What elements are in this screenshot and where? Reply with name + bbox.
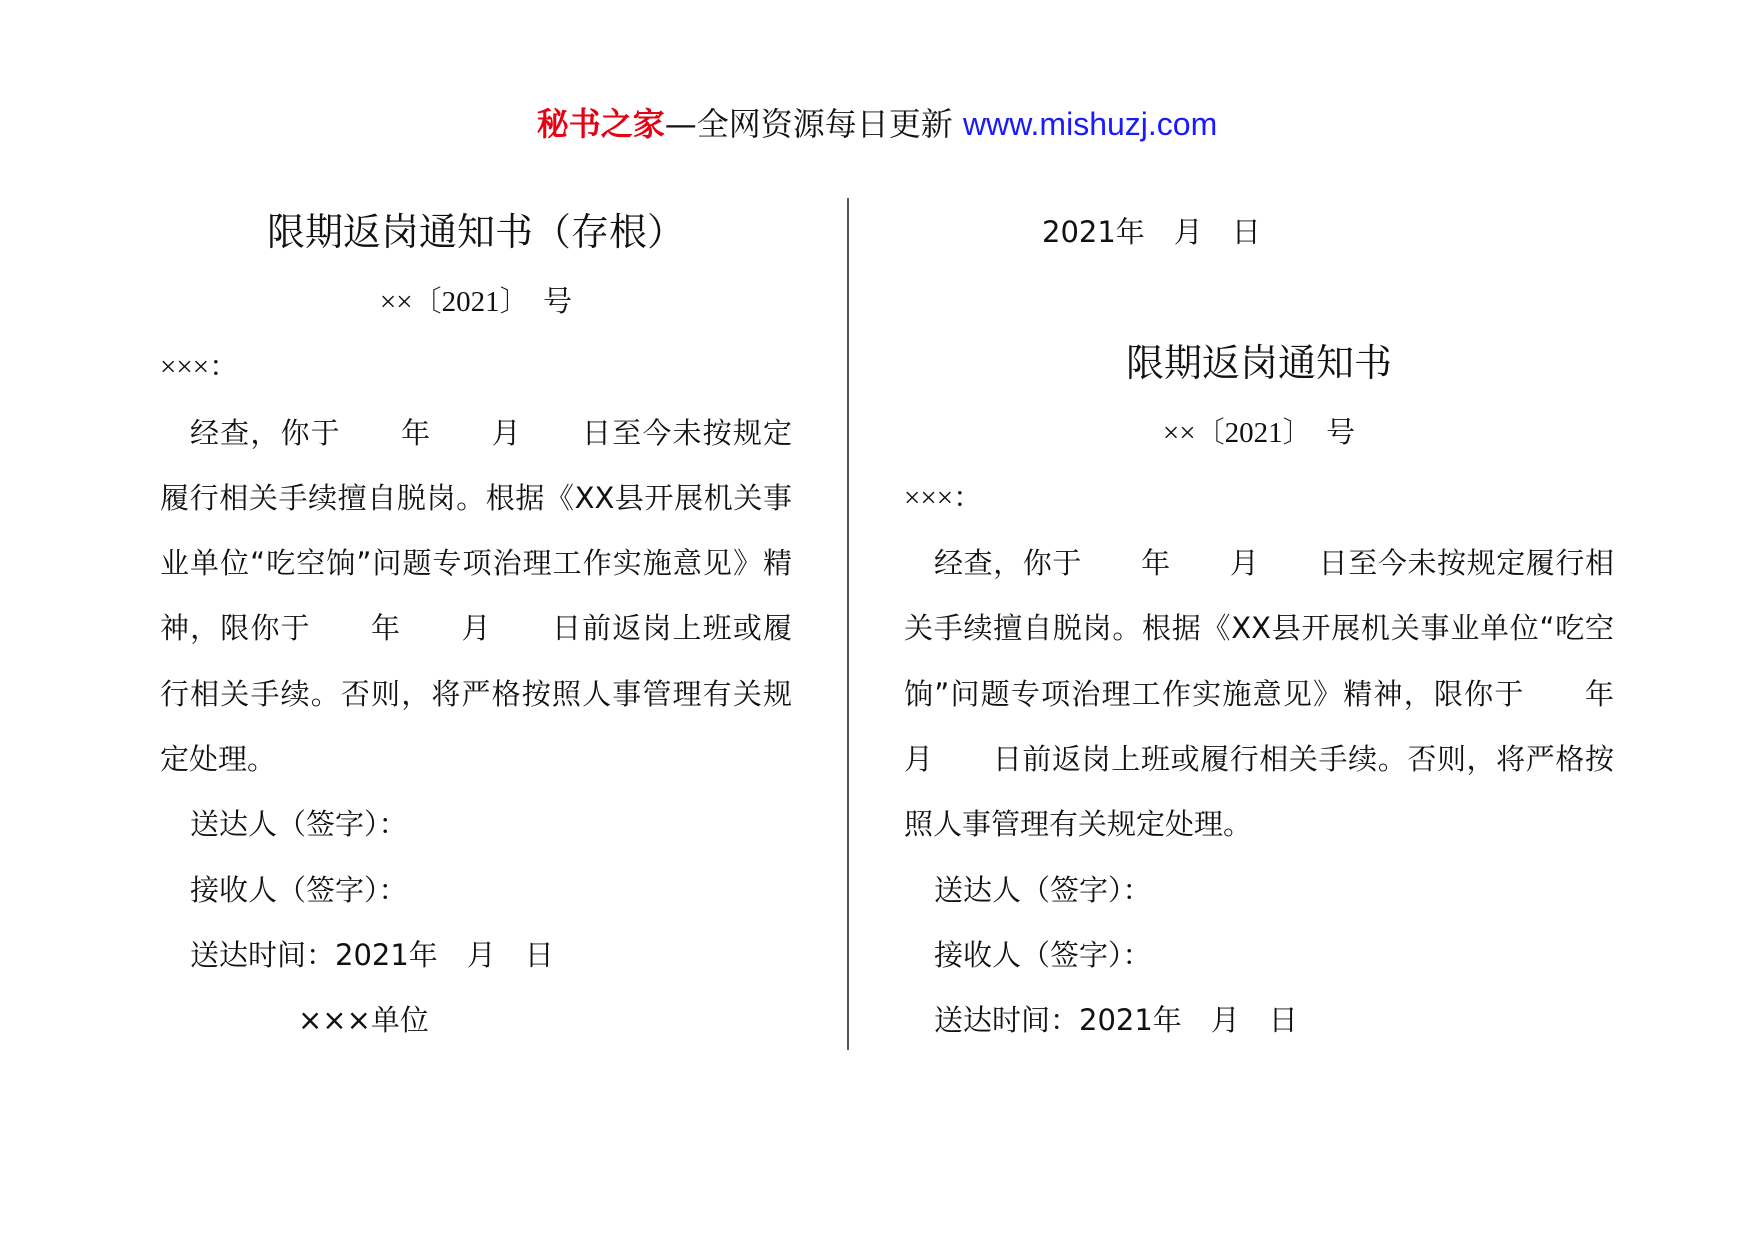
stub-addressee: ×××： [160,351,239,384]
notice-addressee: ×××： [904,481,983,514]
stub-deliverer-signature: 送达人（签字）： [190,807,408,842]
stub-body: 经查，你于 年 月 日至今未按规定履行相关手续擅自脱岗。根据《XX县开展机关事业单位“吃空饷”问题专项治理工作实施意见》精神，限你于 年 月 日前返岗上班或履行相关手续。否则，将严格按照人事管理有关规定处理。 [160,415,792,777]
notice-top-date: 2021年 月 日 [1042,215,1261,249]
notice-doc-number: ××〔2021〕 号 [1162,416,1356,449]
stub-panel [160,200,792,1054]
notice-delivery-time: 送达时间：2021年 月 日 [934,1003,1298,1038]
notice-body: 经查，你于 年 月 日至今未按规定履行相关手续擅自脱岗。根据《XX县开展机关事业单位“吃空饷”问题专项治理工作实施意见》精神，限你于 年 月 日前返岗上班或履行相关手续。否则，将严格按照人事管理有关规定处理。 [904,546,1673,842]
notice-deliverer-signature: 送达人（签字）： [934,872,1152,907]
stub-doc-number: ××〔2021〕 号 [379,286,573,318]
cut-divider [847,198,849,1050]
stub-delivery-time: 送达时间：2021年 月 日 [190,937,554,972]
site-link[interactable]: www.mishuzj.com [962,106,1218,142]
notice-receiver-signature: 接收人（签字）： [934,937,1152,972]
brand-name: 秘书之家 [536,105,665,143]
header-slogan: —全网资源每日更新 [664,105,953,143]
stub-title: 限期返岗通知书（存根） [266,210,685,254]
notice-title: 限期返岗通知书 [1125,340,1392,385]
notice-spacer [904,265,1614,330]
stub-receiver-signature: 接收人（签字）： [190,872,408,907]
stub-issuing-unit: ×××单位 [298,1003,429,1038]
notice-panel [904,200,1673,1054]
page-header [0,100,1754,148]
